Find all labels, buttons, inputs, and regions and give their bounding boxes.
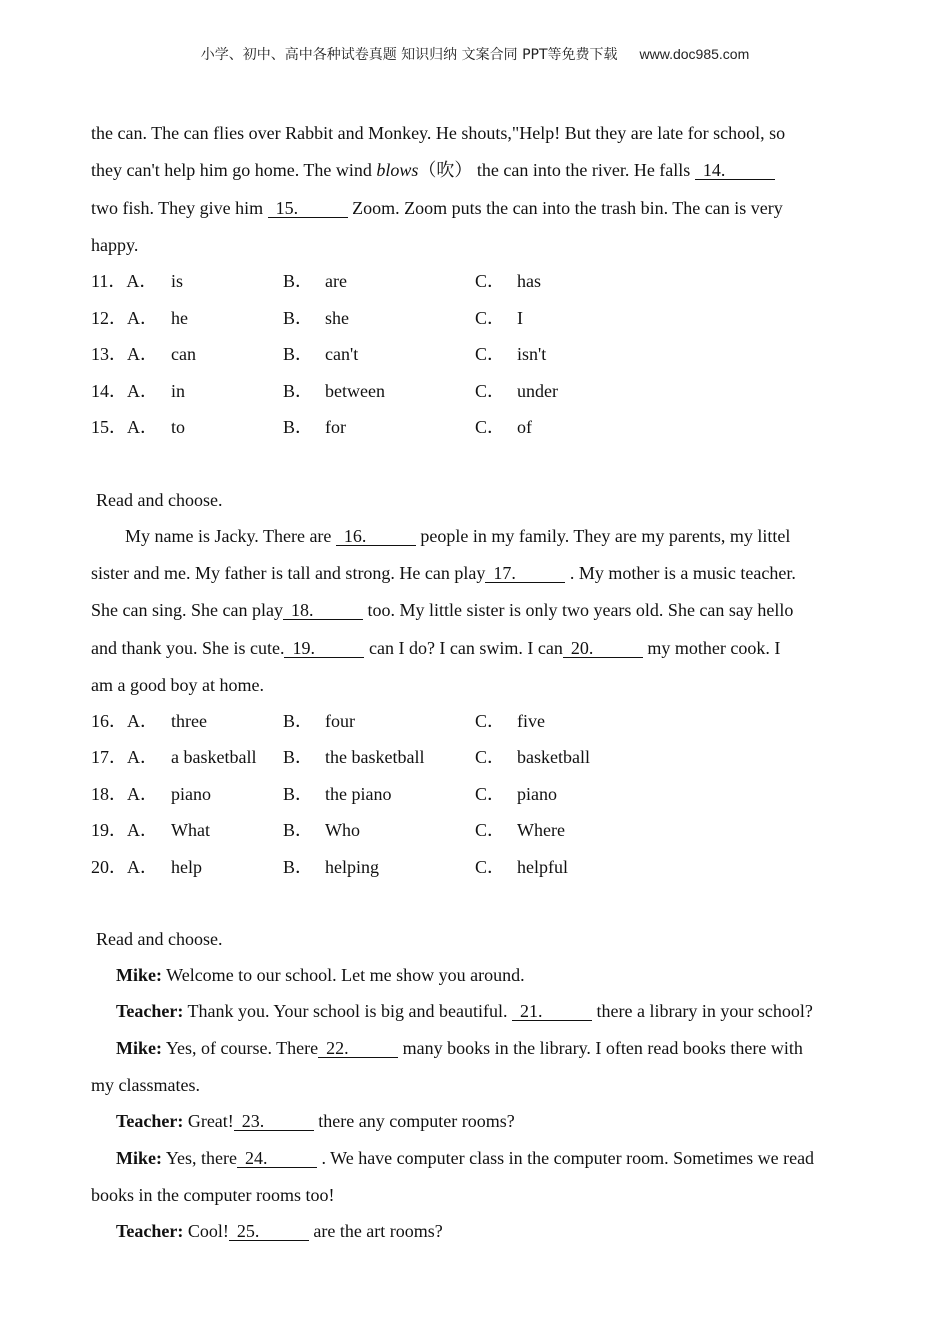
blank-22[interactable]: 22. — [318, 1039, 398, 1058]
page-header — [0, 44, 950, 64]
dialogue-line-3: Mike: Yes, of course. There 22. many books in the library. I often read books there with — [116, 1038, 803, 1058]
section2-line3: She can sing. She can play 18. too. My little sister is only two years old. She can say hello — [91, 600, 794, 620]
speaker-teacher: Teacher: — [116, 1111, 184, 1131]
dialogue-line-5: Mike: Yes, there 24. . We have computer class in the computer room. Sometimes we read — [116, 1148, 815, 1168]
dialogue-line-1: Mike: Welcome to our school. Let me show you around. — [116, 965, 525, 985]
blank-16[interactable]: 16. — [336, 527, 416, 546]
speaker-mike: Mike: — [116, 1148, 162, 1168]
blank-17[interactable]: 17. — [485, 564, 565, 583]
blank-24[interactable]: 24. — [237, 1149, 317, 1168]
passage1-line3: two fish. They give him 15. Zoom. Zoom puts the can into the trash bin. The can is very — [91, 198, 783, 218]
dialogue-line-3-cont: my classmates. — [91, 1075, 200, 1095]
blank-15[interactable]: 15. — [268, 199, 348, 218]
dialogue-line-5-cont: books in the computer rooms too! — [91, 1185, 335, 1205]
dialogue-line-6: Teacher: Cool! 25. are the art rooms? — [116, 1221, 443, 1241]
blank-23[interactable]: 23. — [234, 1112, 314, 1131]
blank-20[interactable]: 20. — [563, 639, 643, 658]
dialogue-line-4: Teacher: Great! 23. there any computer rooms? — [116, 1111, 515, 1131]
dialogue-line-2: Teacher: Thank you. Your school is big and beautiful. 21. there a library in your school? — [116, 1001, 813, 1021]
speaker-teacher: Teacher: — [116, 1221, 184, 1241]
header-url: www.doc985.com — [639, 46, 750, 62]
speaker-teacher: Teacher: — [116, 1001, 184, 1021]
section2-line1: My name is Jacky. There are 16. people in my family. They are my parents, my littel — [125, 526, 791, 546]
blank-21[interactable]: 21. — [512, 1002, 592, 1021]
passage1-line2: they can't help him go home. The wind blows（吹） the can into the river. He falls 14. — [91, 158, 775, 182]
section2-line4: and thank you. She is cute. 19. can I do? I can swim. I can 20. my mother cook. I — [91, 638, 781, 658]
passage1-line1: the can. The can flies over Rabbit and Monkey. He shouts,"Help! But they are late for school, so — [91, 123, 786, 143]
blank-18[interactable]: 18. — [283, 601, 363, 620]
section2-line2: sister and me. My father is tall and strong. He can play 17. . My mother is a music teacher. — [91, 563, 796, 583]
speaker-mike: Mike: — [116, 965, 162, 985]
blank-19[interactable]: 19. — [284, 639, 364, 658]
header-text: 小学、初中、高中各种试卷真题 知识归纳 文案合同 PPT等免费下载 — [200, 47, 618, 63]
section3-title: Read and choose. — [96, 929, 223, 949]
italic-word: blows — [376, 160, 419, 180]
section2-line5: am a good boy at home. — [91, 675, 264, 695]
speaker-mike: Mike: — [116, 1038, 162, 1058]
passage1-line4: happy. — [91, 235, 139, 255]
blank-14[interactable]: 14. — [695, 161, 775, 180]
section2-title: Read and choose. — [96, 490, 223, 510]
blank-25[interactable]: 25. — [229, 1222, 309, 1241]
